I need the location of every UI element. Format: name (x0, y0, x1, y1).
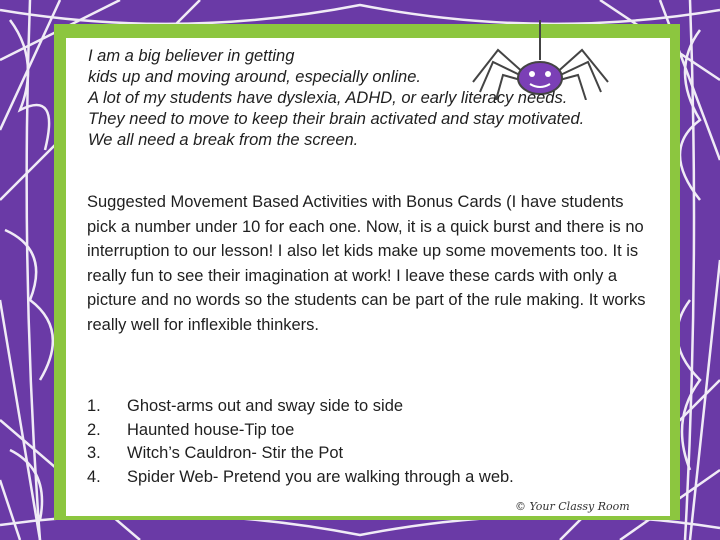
list-item (87, 395, 647, 419)
list-number: 2. (87, 420, 101, 439)
intro-line: A lot of my students have dyslexia, ADHD, or early literacy needs. (88, 89, 568, 107)
list-text: Witch’s Cauldron- Stir the Pot (127, 444, 344, 462)
list-number: 1. (87, 397, 101, 415)
list-text: Spider Web- Pretend you are walking through a web. (127, 467, 514, 486)
intro-text (88, 46, 668, 151)
list-text: Haunted house-Tip toe (127, 420, 295, 439)
list-number: 4. (87, 467, 101, 486)
intro-line: I am a big believer in getting (88, 47, 295, 65)
intro-line: kids up and moving around, especially online. (88, 68, 421, 86)
activities-paragraph: Suggested Movement Based Activities with Bonus Cards (I have students pick a number under 10 for each one. Now, it is a quick burst and there is no interruption to our lesson! I also let kids make up some movements too. It is really fun to see their imagination at work! I leave these cards with only a picture and no words so the students can be part of the rule making. It works really well for inflexible thinkers. (87, 193, 646, 334)
list-item (87, 419, 647, 443)
activities-list (87, 395, 647, 489)
intro-line: They need to move to keep their brain activated and stay motivated. (88, 110, 585, 128)
list-item (87, 466, 647, 490)
credit-watermark: © Your Classy Room (515, 500, 630, 513)
intro-line: We all need a break from the screen. (88, 131, 359, 149)
list-number: 3. (87, 444, 101, 462)
list-item (87, 442, 647, 466)
list-text: Ghost-arms out and sway side to side (127, 397, 404, 415)
